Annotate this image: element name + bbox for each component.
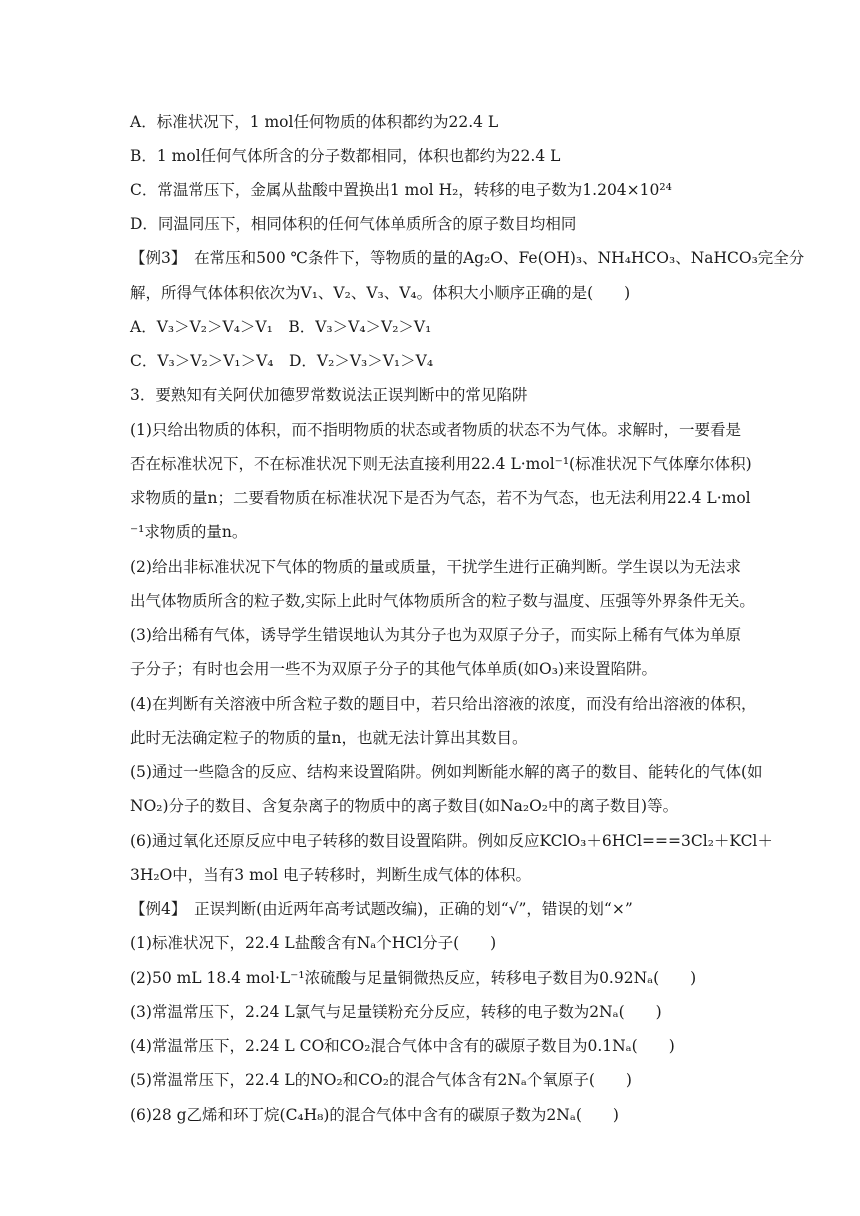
option-d-ex2: D．同温同压下，相同体积的任何气体单质所含的原子数目均相同: [130, 215, 577, 233]
example-3-heading: 【例3】 在常压和500 ℃条件下，等物质的量的Ag₂O、Fe(OH)₃、NH₄HCO₃、NaHCO₃完全分: [130, 249, 805, 267]
trap-4-line-2: 此时无法确定粒子的物质的量n，也就无法计算出其数目。: [130, 729, 528, 747]
trap-1-line-4: ⁻¹求物质的量n。: [130, 523, 248, 541]
example-4-item-3: (3)常温常压下，2.24 L氯气与足量镁粉充分反应，转移的电子数为2Nₐ( ): [130, 1003, 662, 1021]
example-4-item-4: (4)常温常压下，2.24 L CO和CO₂混合气体中含有的碳原子数目为0.1Nₐ( ): [130, 1037, 675, 1055]
example-4-heading: 【例4】 正误判断(由近两年高考试题改编)，正确的划“√”，错误的划“×”: [130, 900, 633, 918]
trap-2-line-1: (2)给出非标准状况下气体的物质的量或质量，干扰学生进行正确判断。学生误以为无法求: [130, 558, 741, 576]
trap-4-line-1: (4)在判断有关溶液中所含粒子数的题目中，若只给出溶液的浓度，而没有给出溶液的体积，: [130, 695, 757, 713]
example-3-options-cd: C．V₃＞V₂＞V₁＞V₄ D．V₂＞V₃＞V₁＞V₄: [130, 352, 434, 370]
trap-1-line-3: 求物质的量n；二要看物质在标准状况下是否为气态，若不为气态，也无法利用22.4 L·mol: [130, 489, 751, 507]
example-4-item-1: (1)标准状况下，22.4 L盐酸含有Nₐ个HCl分子( ): [130, 934, 497, 952]
section-3-heading: 3．要熟知有关阿伏加德罗常数说法正误判断中的常见陷阱: [130, 386, 528, 404]
trap-1-line-2: 否在标准状况下，不在标准状况下则无法直接利用22.4 L·mol⁻¹(标准状况下气体摩尔体积): [130, 455, 752, 473]
option-b-ex2: B．1 mol任何气体所含的分子数都相同，体积也都约为22.4 L: [130, 147, 561, 165]
trap-6-line-2: 3H₂O中，当有3 mol 电子转移时，判断生成气体的体积。: [130, 866, 532, 884]
trap-2-line-2: 出气体物质所含的粒子数,实际上此时气体物质所含的粒子数与温度、压强等外界条件无关。: [130, 592, 755, 610]
example-4-item-2: (2)50 mL 18.4 mol·L⁻¹浓硫酸与足量铜微热反应，转移电子数目为0.92Nₐ( ): [130, 969, 697, 987]
trap-5-line-2: NO₂)分子的数目、含复杂离子的物质中的离子数目(如Na₂O₂中的离子数目)等。: [130, 797, 679, 815]
trap-3-line-1: (3)给出稀有气体，诱导学生错误地认为其分子也为双原子分子，而实际上稀有气体为单原: [130, 626, 741, 644]
example-3-options-ab: A．V₃＞V₂＞V₄＞V₁ B．V₃＞V₄＞V₂＞V₁: [130, 318, 432, 336]
trap-1-line-1: (1)只给出物质的体积，而不指明物质的状态或者物质的状态不为气体。求解时，一要看是: [130, 421, 741, 439]
example-3-text: 解，所得气体体积依次为V₁、V₂、V₃、V₄。体积大小顺序正确的是( ): [130, 284, 631, 302]
option-a-ex2: A．标准状况下，1 mol任何物质的体积都约为22.4 L: [130, 113, 499, 131]
trap-6-line-1: (6)通过氧化还原反应中电子转移的数目设置陷阱。例如反应KClO₃＋6HCl===3Cl₂＋KCl＋: [130, 832, 773, 850]
trap-5-line-1: (5)通过一些隐含的反应、结构来设置陷阱。例如判断能水解的离子的数目、能转化的气体(如: [130, 763, 763, 781]
example-4-item-6: (6)28 g乙烯和环丁烷(C₄H₈)的混合气体中含有的碳原子数为2Nₐ( ): [130, 1106, 619, 1124]
example-4-item-5: (5)常温常压下，22.4 L的NO₂和CO₂的混合气体含有2Nₐ个氧原子( ): [130, 1071, 632, 1089]
option-c-ex2: C．常温常压下，金属从盐酸中置换出1 mol H₂，转移的电子数为1.204×10²⁴: [130, 181, 672, 199]
trap-3-line-2: 子分子；有时也会用一些不为双原子分子的其他气体单质(如O₃)来设置陷阱。: [130, 660, 658, 678]
